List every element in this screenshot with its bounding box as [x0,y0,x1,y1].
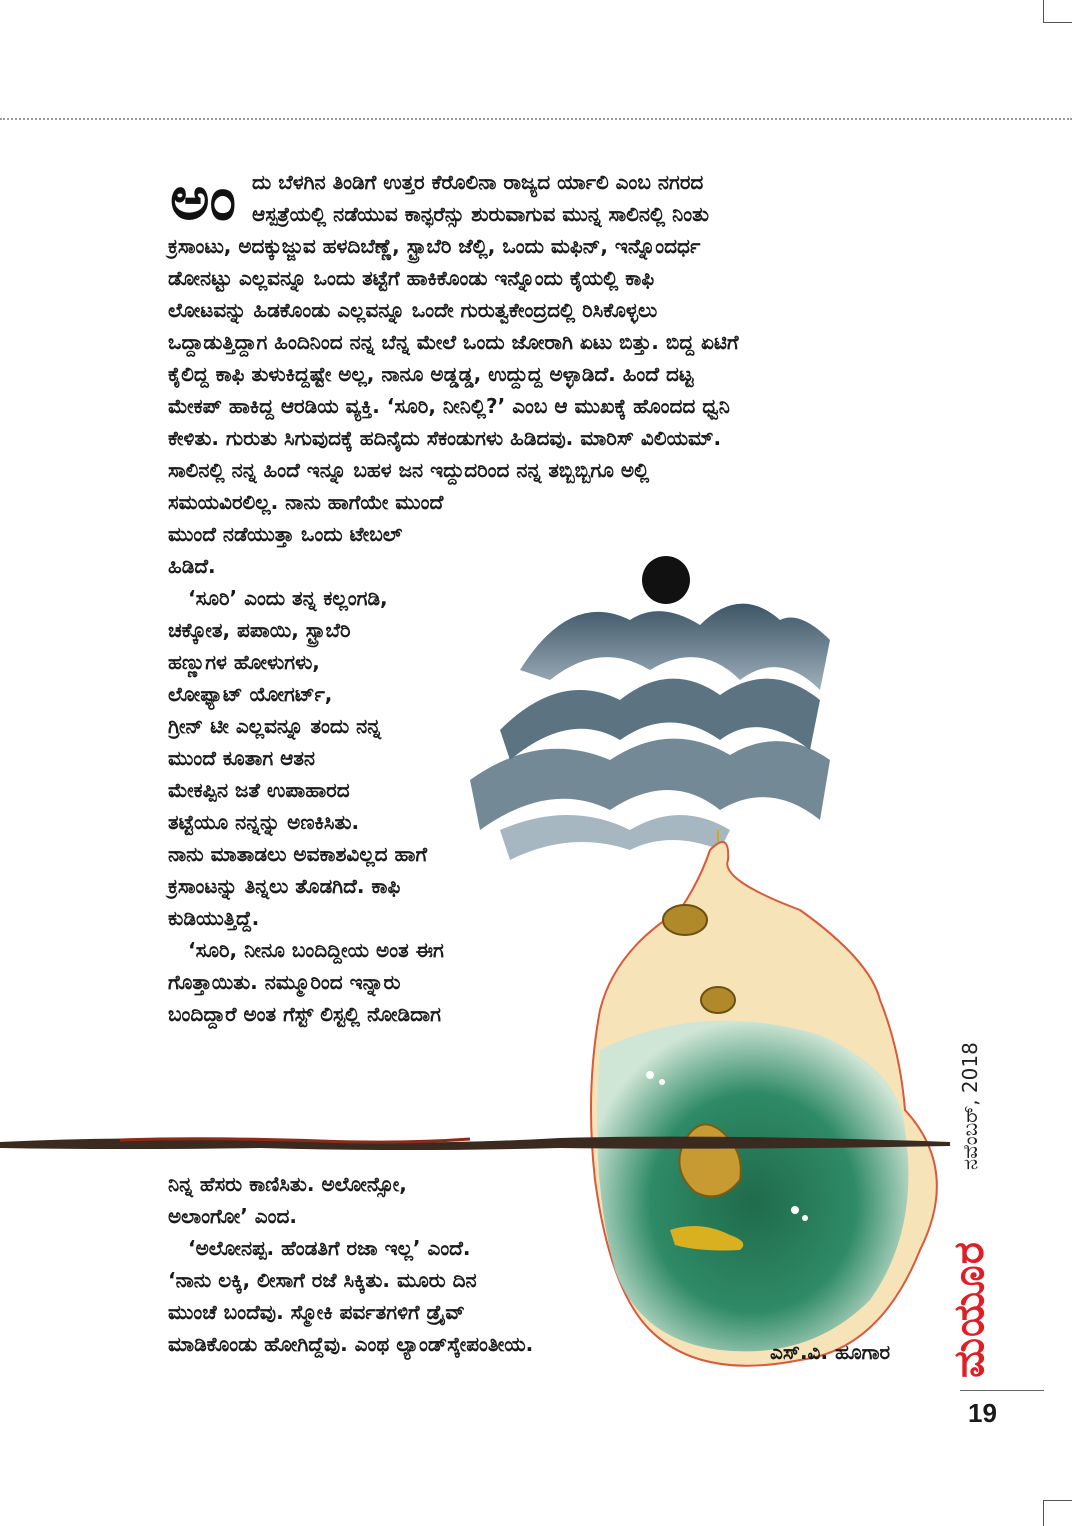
article-line: ಹಣ್ಣುಗಳ ಹೋಳುಗಳು, [168,650,320,674]
sun-shape [642,556,690,604]
article-line: ದು ಬೆಳಗಿನ ತಿಂಡಿಗೆ ಉತ್ತರ ಕೆರೊಲಿನಾ ರಾಜ್ಯದ ರ್ಯಾಲಿ ಎಂಬ ನಗರದ [252,170,704,194]
article-line: ‘ಅಲೋನಪ್ಪ. ಹೆಂಡತಿಗೆ ರಜಾ ಇಲ್ಲ’ ಎಂದೆ. [188,1236,471,1260]
article-line: ತಟ್ಟೆಯೂ ನನ್ನನ್ನು ಅಣಕಿಸಿತು. [168,810,360,834]
article-line: ನಿನ್ನ ಹೆಸರು ಕಾಣಿಸಿತು. ಅಲೋನ್ಸೋ, [168,1172,407,1196]
article-line: ಗೊತ್ತಾಯಿತು. ನಮ್ಮೂರಿಂದ ಇನ್ನಾರು [168,970,401,994]
drop-cap: ಅಂ [170,164,237,234]
sparkle-shape [646,1071,654,1079]
sparkle-shape [659,1079,665,1085]
seed-shape [701,987,735,1013]
mountain-shape [470,739,830,830]
magazine-logo: ಮಯೂರ [944,1241,993,1378]
article-line: ಹಿಡಿದೆ. [168,554,216,578]
header-dotted-rule [0,118,1072,120]
article-line: ಮುಂದೆ ನಡೆಯುತ್ತಾ ಒಂದು ಟೇಬಲ್ [168,522,403,546]
illustration-credit: ಎಸ್.ವಿ. ಹೂಗಾರ [770,1340,891,1364]
sparkle-shape [791,1206,799,1214]
article-line: ಸಮಯವಿರಲಿಲ್ಲ. ನಾನು ಹಾಗೆಯೇ ಮುಂದೆ [168,490,444,514]
brush-stroke-divider [0,1128,960,1158]
article-line: ಕುಡಿಯುತ್ತಿದ್ದೆ. [168,906,260,930]
crop-mark-top-right [1043,0,1072,23]
article-line: ‘ಸೂರಿ’ ಎಂದು ತನ್ನ ಕಲ್ಲಂಗಡಿ, [188,586,388,610]
article-line: ಒದ್ದಾಡುತ್ತಿದ್ದಾಗ ಹಿಂದಿನಿಂದ ನನ್ನ ಬೆನ್ನ ಮೇಲೆ ಒಂದು ಜೋರಾಗಿ ಏಟು ಬಿತ್ತು. ಬಿದ್ದ ಏಟಿಗೆ [168,330,739,354]
page-number-rule [960,1390,1044,1391]
green-pool [597,1021,908,1352]
article-line: ‘ನಾನು ಲಕ್ಕಿ, ಲೀಸಾಗೆ ರಜೆ ಸಿಕ್ಕಿತು. ಮೂರು ದಿನ [168,1268,477,1292]
sparkle-shape [802,1215,808,1221]
article-line: ಮಾಡಿಕೊಂಡು ಹೋಗಿದ್ದೆವು. ಎಂಥ ಲ್ಯಾಂಡ್‌ಸ್ಕೇಪಂತೀಯ. [168,1332,534,1356]
mountain-shape [520,604,830,690]
page-number: 19 [968,1398,997,1428]
article-line: ಕೈಲಿದ್ದ ಕಾಫಿ ತುಳುಕಿದ್ದಷ್ಟೇ ಅಲ್ಲ, ನಾನೂ ಅಡ್ಡಡ್ಡ, ಉದ್ದುದ್ದ ಅಳ್ಳಾಡಿದೆ. ಹಿಂದೆ ದಟ್ಟ [168,362,694,386]
article-line: ಮೇಕಪ್ಪಿನ ಜತೆ ಉಪಾಹಾರದ [168,778,350,802]
crop-mark-bottom-right [1043,1500,1072,1526]
mountain-shape [500,815,730,860]
article-line: ಲೋಟವನ್ನು ಹಿಡಕೊಂಡು ಎಲ್ಲವನ್ನೂ ಒಂದೇ ಗುರುತ್ವಕೇಂದ್ರದಲ್ಲಿ ರಿಸಿಕೊಳ್ಳಲು [168,298,658,322]
issue-date: ನವೆಂಬರ್, 2018 [958,1042,982,1170]
article-line: ಅಲಾಂಗೋ’ ಎಂದ. [168,1204,297,1228]
article-line: ಡೋನಟ್ಟು ಎಲ್ಲವನ್ನೂ ಒಂದು ತಟ್ಟೆಗೆ ಹಾಕಿಕೊಂಡು ಇನ್ನೊಂದು ಕೈಯಲ್ಲಿ ಕಾಫಿ [168,266,655,290]
article-line: ಕ್ರಸಾಂಟು, ಅದಕ್ಕುಜ್ಜುವ ಹಳದಿಬೆಣ್ಣೆ, ಸ್ಟ್ರಾಬೆರಿ ಜೆಲ್ಲಿ, ಒಂದು ಮಫಿನ್, ಇನ್ನೊಂದರ್ಧ [168,234,701,258]
article-line: ಗ್ರೀನ್ ಟೀ ಎಲ್ಲವನ್ನೂ ತಂದು ನನ್ನ [168,714,382,738]
article-line: ಚಕ್ಕೋತ, ಪಪಾಯಿ, ಸ್ಟ್ರಾಬೆರಿ [168,618,351,642]
article-line: ಲೋಫ್ಯಾಟ್ ಯೋಗರ್ಟ್, [168,682,333,706]
article-line: ಮೇಕಪ್ ಹಾಕಿದ್ದ ಆರಡಿಯ ವ್ಯಕ್ತಿ. ‘ಸೂರಿ, ನೀನಿಲ್ಲಿ?’ ಎಂಬ ಆ ಮುಖಕ್ಕೆ ಹೊಂದದ ಧ್ವನಿ [168,394,730,418]
article-line: ಮುಂಚೆ ಬಂದೆವು. ಸ್ಮೋಕಿ ಪರ್ವತಗಳಿಗೆ ಡ್ರೈವ್ [168,1300,465,1324]
article-line: ಕ್ರಸಾಂಟನ್ನು ತಿನ್ನಲು ತೊಡಗಿದೆ. ಕಾಫಿ [168,874,401,898]
article-line: ಕೇಳಿತು. ಗುರುತು ಸಿಗುವುದಕ್ಕೆ ಹದಿನೈದು ಸೆಕಂಡುಗಳು ಹಿಡಿದವು. ಮಾರಿಸ್ ವಿಲಿಯಮ್. [168,426,722,450]
article-line: ಮುಂದೆ ಕೂತಾಗ ಆತನ [168,746,316,770]
seed-shape [663,905,707,935]
article-line: ಬಂದಿದ್ದಾರೆ ಅಂತ ಗೆಸ್ಟ್ ಲಿಸ್ಟಲ್ಲಿ ನೋಡಿದಾಗ [168,1002,441,1026]
article-line: ಸಾಲಿನಲ್ಲಿ ನನ್ನ ಹಿಂದೆ ಇನ್ನೂ ಬಹಳ ಜನ ಇದ್ದುದರಿಂದ ನನ್ನ ತಬ್ಬಿಬ್ಬಿಗೂ ಅಲ್ಲಿ [168,458,650,482]
article-line: ನಾನು ಮಾತಾಡಲು ಅವಕಾಶವಿಲ್ಲದ ಹಾಗೆ [168,842,428,866]
article-line: ‘ಸೂರಿ, ನೀನೂ ಬಂದಿದ್ದೀಯ ಅಂತ ಈಗ [188,938,444,962]
article-line: ಆಸ್ಪತ್ರೆಯಲ್ಲಿ ನಡೆಯುವ ಕಾನ್ಫರೆನ್ಸು ಶುರುವಾಗುವ ಮುನ್ನ ಸಾಲಿನಲ್ಲಿ ನಿಂತು [252,202,710,226]
